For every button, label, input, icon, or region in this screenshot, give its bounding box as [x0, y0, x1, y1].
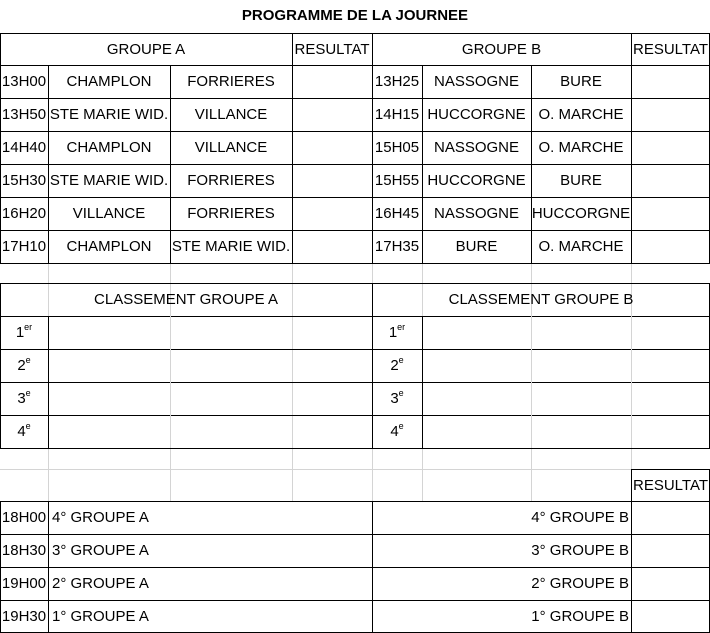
rank-label-group-b: 4 $^e$	[390, 421, 404, 440]
final-time: 18H30	[1, 542, 47, 559]
rank-label-group-a: 2 $^e$	[17, 355, 31, 374]
result-cell-finals[interactable]	[631, 501, 710, 534]
header-result-finals: RESULTAT	[632, 476, 708, 494]
match-time: 13H25	[374, 73, 420, 90]
result-cell-group-a[interactable]	[292, 197, 372, 230]
match-time: 13H50	[1, 106, 47, 123]
page-title: PROGRAMME DE LA JOURNEE	[241, 7, 469, 24]
match-time: 15H05	[374, 139, 420, 156]
standings-title-group-b: CLASSEMENT GROUPE B	[448, 291, 634, 308]
final-right-team: 1° GROUPE B	[531, 608, 629, 625]
match-away-team: BURE	[560, 73, 602, 90]
result-cell-group-b[interactable]	[631, 164, 710, 197]
final-left-team: 3° GROUPE A	[52, 542, 149, 559]
match-home-team: NASSOGNE	[433, 73, 520, 90]
match-time: 14H40	[1, 139, 47, 156]
match-time: 16H45	[374, 205, 420, 222]
match-away-team: FORRIERES	[187, 172, 275, 189]
match-time: 15H55	[374, 172, 420, 189]
final-right-team: 2° GROUPE B	[531, 575, 629, 592]
match-home-team: HUCCORGNE	[427, 172, 526, 189]
rank-entry-group-a[interactable]	[48, 382, 372, 415]
match-home-team: NASSOGNE	[433, 139, 520, 156]
rank-entry-group-b[interactable]	[422, 415, 710, 448]
rank-label-group-a: 3 $^e$	[17, 388, 31, 407]
match-time: 16H20	[1, 205, 47, 222]
match-away-team: BURE	[560, 172, 602, 189]
result-cell-finals[interactable]	[631, 567, 710, 600]
result-cell-group-b[interactable]	[631, 65, 710, 98]
match-home-team: CHAMPLON	[66, 139, 152, 156]
match-away-team: STE MARIE WID.	[171, 238, 291, 255]
match-away-team: O. MARCHE	[538, 106, 624, 123]
result-cell-group-b[interactable]	[631, 230, 710, 263]
header-group-a: GROUPE A	[106, 40, 186, 58]
match-time: 17H35	[374, 238, 420, 255]
match-home-team: CHAMPLON	[66, 238, 152, 255]
match-away-team: FORRIERES	[187, 205, 275, 222]
match-time: 14H15	[374, 106, 420, 123]
rank-label-group-b: 1 $^{er}$	[388, 322, 406, 341]
match-away-team: FORRIERES	[187, 73, 275, 90]
rank-entry-group-b[interactable]	[422, 382, 710, 415]
match-away-team: HUCCORGNE	[531, 205, 631, 222]
result-cell-group-b[interactable]	[631, 98, 710, 131]
match-time: 15H30	[1, 172, 47, 189]
match-home-team: HUCCORGNE	[427, 106, 526, 123]
final-right-team: 3° GROUPE B	[531, 542, 629, 559]
result-cell-group-a[interactable]	[292, 164, 372, 197]
result-cell-finals[interactable]	[631, 534, 710, 567]
final-left-team: 4° GROUPE A	[52, 509, 149, 526]
result-cell-group-b[interactable]	[631, 197, 710, 230]
final-left-team: 2° GROUPE A	[52, 575, 149, 592]
match-away-team: O. MARCHE	[538, 139, 624, 156]
final-left-team: 1° GROUPE A	[52, 608, 149, 625]
match-home-team: STE MARIE WID.	[49, 106, 169, 123]
match-home-team: BURE	[455, 238, 498, 255]
match-home-team: CHAMPLON	[66, 73, 152, 90]
match-time: 17H10	[1, 238, 47, 255]
result-cell-group-a[interactable]	[292, 131, 372, 164]
final-time: 19H30	[1, 608, 47, 625]
rank-label-group-b: 2 $^e$	[390, 355, 404, 374]
match-away-team: VILLANCE	[194, 106, 268, 123]
rank-label-group-a: 4 $^e$	[17, 421, 31, 440]
standings-title-group-a: CLASSEMENT GROUPE A	[94, 291, 278, 308]
rank-entry-group-a[interactable]	[48, 415, 372, 448]
rank-entry-group-b[interactable]	[422, 316, 710, 349]
final-right-team: 4° GROUPE B	[531, 509, 629, 526]
header-group-b: GROUPE B	[461, 40, 542, 58]
result-cell-group-b[interactable]	[631, 131, 710, 164]
result-cell-group-a[interactable]	[292, 230, 372, 263]
result-cell-group-a[interactable]	[292, 98, 372, 131]
rank-label-group-b: 3 $^e$	[390, 388, 404, 407]
match-away-team: O. MARCHE	[538, 238, 624, 255]
rank-entry-group-a[interactable]	[48, 349, 372, 382]
header-result-a: RESULTAT	[294, 40, 370, 58]
match-away-team: VILLANCE	[194, 139, 268, 156]
result-cell-finals[interactable]	[631, 600, 710, 633]
match-time: 13H00	[1, 73, 47, 90]
match-home-team: NASSOGNE	[433, 205, 520, 222]
final-time: 18H00	[1, 509, 47, 526]
final-time: 19H00	[1, 575, 47, 592]
rank-entry-group-b[interactable]	[422, 349, 710, 382]
rank-label-group-a: 1 $^{er}$	[15, 322, 33, 341]
header-result-b: RESULTAT	[632, 40, 708, 58]
rank-entry-group-a[interactable]	[48, 316, 372, 349]
match-home-team: VILLANCE	[72, 205, 146, 222]
result-cell-group-a[interactable]	[292, 65, 372, 98]
match-home-team: STE MARIE WID.	[49, 172, 169, 189]
